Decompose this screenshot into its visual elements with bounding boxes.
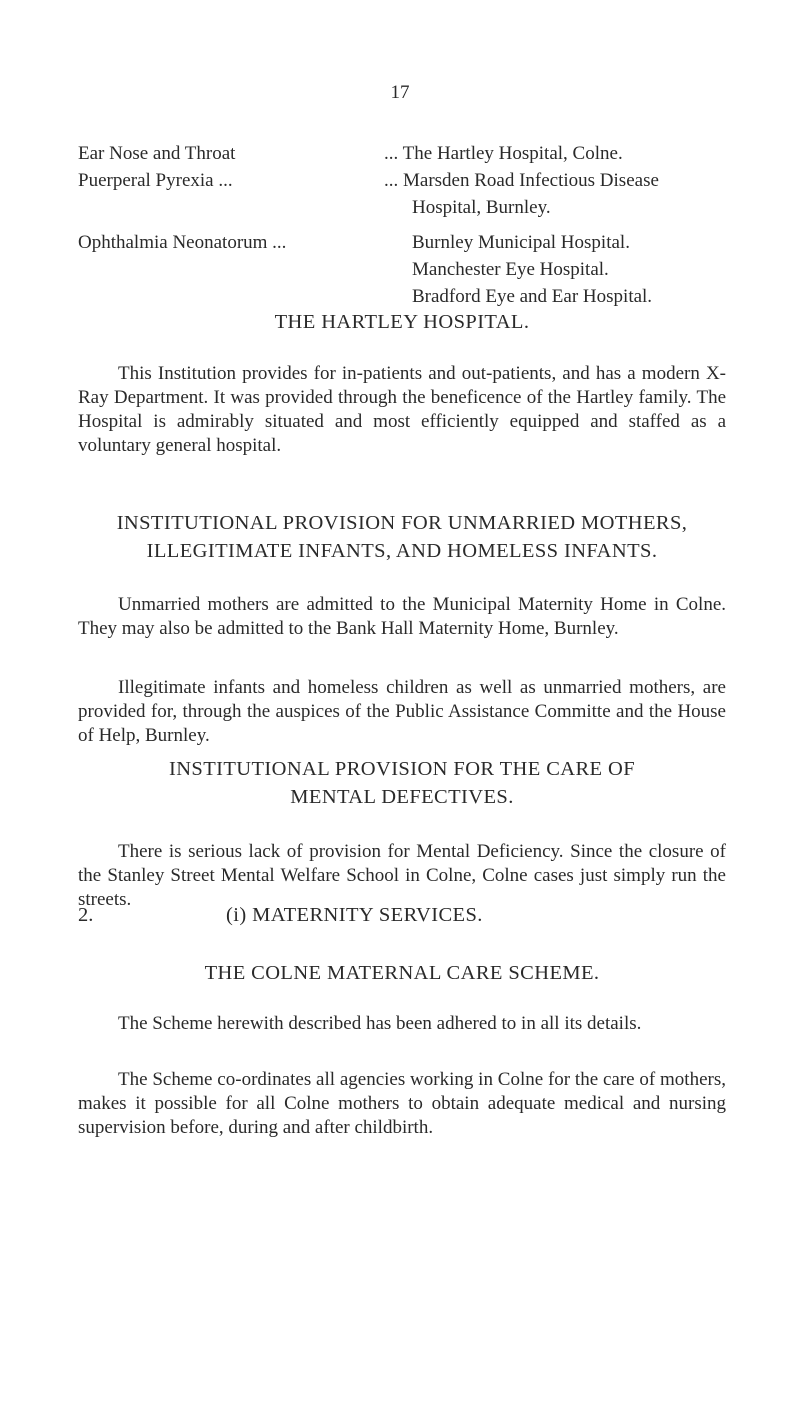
condition-cell: Ear Nose and Throat	[78, 143, 236, 164]
mental-paragraph: There is serious lack of provision for Mental Deficiency. Since the closure of the Stanley Street Mental Welfare School in Colne, Colne cases just simply run the streets.	[78, 841, 726, 910]
hospital-line: Hospital, Burnley.	[412, 197, 551, 218]
mental-heading-line2: MENTAL DEFECTIVES.	[290, 786, 514, 808]
condition-cell: Puerperal Pyrexia ...	[78, 170, 233, 191]
unmarried-paragraph-2: Illegitimate infants and homeless children as well as unmarried mothers, are provided for, through the auspices of the Public Assistance Committe and the House of Help, Burnley.	[78, 677, 726, 746]
hospital-line: ... The Hartley Hospital, Colne.	[384, 143, 623, 164]
section-title: (i) MATERNITY SERVICES.	[226, 904, 483, 926]
section-number: 2.	[78, 904, 94, 926]
hospital-cell	[384, 167, 659, 221]
hospital-cell	[384, 221, 659, 310]
hospital-line: Manchester Eye Hospital.	[412, 259, 609, 280]
unmarried-heading-line2: ILLEGITIMATE INFANTS, AND HOMELESS INFANTS.	[146, 540, 658, 562]
hospital-line: ... Marsden Road Infectious Disease	[384, 170, 659, 191]
condition-cell: Ophthalmia Neonatorum ...	[78, 232, 287, 253]
page-number: 17	[390, 82, 410, 103]
table-row	[78, 221, 659, 310]
hospitals-table	[78, 140, 659, 310]
unmarried-heading-line1: INSTITUTIONAL PROVISION FOR UNMARRIED MOTHERS,	[116, 512, 688, 534]
hartley-paragraph: This Institution provides for in-patients and out-patients, and has a modern X-Ray Department. It was provided through the beneficence of the Hartley family. The Hospital is admirably situated and most efficiently equipped and staffed as a voluntary general hospital.	[78, 363, 726, 456]
mental-heading-line1: INSTITUTIONAL PROVISION FOR THE CARE OF	[168, 758, 636, 780]
unmarried-paragraph-1: Unmarried mothers are admitted to the Municipal Maternity Home in Colne. They may also be admitted to the Bank Hall Maternity Home, Burnley.	[78, 594, 726, 639]
hartley-heading: THE HARTLEY HOSPITAL.	[274, 311, 530, 333]
maternal-care-heading: THE COLNE MATERNAL CARE SCHEME.	[204, 962, 600, 984]
table-row	[78, 167, 659, 221]
hospital-line: Burnley Municipal Hospital.	[412, 232, 630, 253]
hospital-line: Bradford Eye and Ear Hospital.	[412, 286, 653, 307]
hospital-cell	[384, 140, 659, 167]
table-row	[78, 140, 659, 167]
maternity-paragraph-2: The Scheme co-ordinates all agencies working in Colne for the care of mothers, makes it possible for all Colne mothers to obtain adequate medical and nursing supervision before, during and after childbirth.	[78, 1069, 726, 1138]
maternity-paragraph-1: The Scheme herewith described has been adhered to in all its details.	[118, 1013, 642, 1034]
